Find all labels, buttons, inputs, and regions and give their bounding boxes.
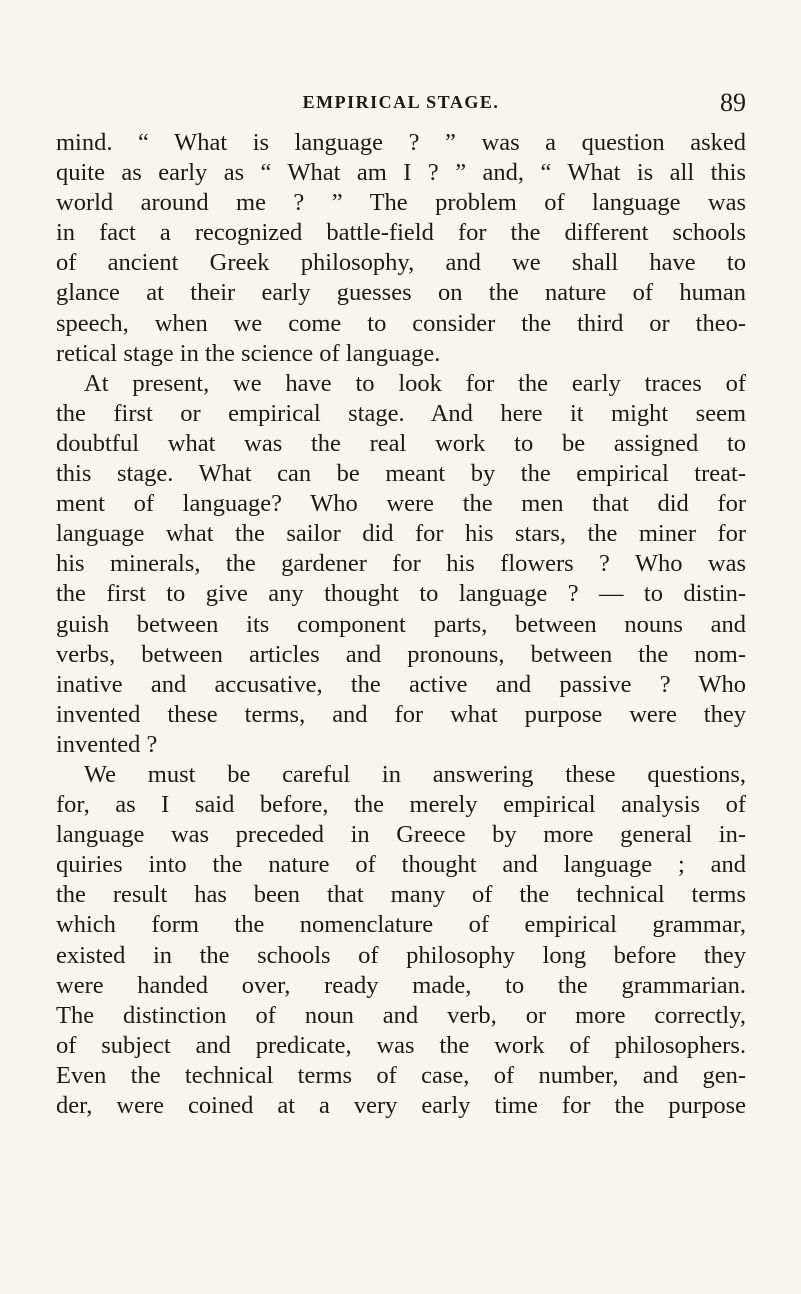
text-line: doubtful what was the real work to be assigned to (56, 429, 746, 457)
running-title: EMPIRICAL STAGE. (302, 92, 500, 112)
page-number: 89 (720, 88, 746, 117)
text-line: for, as I said before, the merely empirical analysis of (56, 791, 746, 819)
text-line: language what the sailor did for his stars, the miner for (56, 520, 746, 548)
text-line: of ancient Greek philosophy, and we shall have to (56, 249, 746, 277)
text-line: the result has been that many of the technical terms (56, 881, 746, 909)
text-line: ment of language? Who were the men that did for (56, 490, 746, 518)
text-line: in fact a recognized battle-field for the different schools (56, 219, 746, 247)
text-line: of subject and predicate, was the work of philosophers. (56, 1031, 746, 1059)
text-line: glance at their early guesses on the nature of human (56, 279, 746, 307)
running-head (56, 88, 746, 118)
text-line: The distinction of noun and verb, or more correctly, (56, 1001, 746, 1029)
text-line: verbs, between articles and pronouns, between the nom- (56, 640, 746, 668)
text-line: guish between its component parts, between nouns and (56, 610, 746, 638)
text-line: At present, we have to look for the early traces of (84, 369, 746, 397)
text-line: were handed over, ready made, to the grammarian. (56, 971, 746, 999)
text-line: inative and accusative, the active and passive ? Who (56, 670, 746, 698)
text-line: language was preceded in Greece by more general in- (56, 821, 746, 849)
text-line: the first or empirical stage. And here it might seem (56, 399, 746, 427)
text-line: this stage. What can be meant by the empirical treat- (56, 460, 746, 488)
text-line: We must be careful in answering these questions, (84, 760, 746, 788)
text-line: invented these terms, and for what purpose were they (56, 700, 746, 728)
text-line: world around me ? ” The problem of language was (56, 189, 746, 217)
text-line: quite as early as “ What am I ? ” and, “ What is all this (56, 159, 746, 187)
text-line: Even the technical terms of case, of number, and gen- (56, 1061, 746, 1089)
text-line: invented ? (56, 730, 158, 758)
text-line: existed in the schools of philosophy long before they (56, 941, 746, 969)
text-line: speech, when we come to consider the third or theo- (56, 309, 746, 337)
text-line: the first to give any thought to language ? — to distin- (56, 580, 746, 608)
text-line: his minerals, the gardener for his flowers ? Who was (56, 550, 746, 578)
text-line: der, were coined at a very early time for the purpose (56, 1092, 746, 1119)
text-line: retical stage in the science of language. (56, 339, 441, 367)
body-text (56, 128, 746, 1121)
text-line: which form the nomenclature of empirical grammar, (56, 911, 746, 939)
text-line: quiries into the nature of thought and language ; and (56, 851, 746, 879)
text-line: mind. “ What is language ? ” was a question asked (56, 129, 746, 156)
